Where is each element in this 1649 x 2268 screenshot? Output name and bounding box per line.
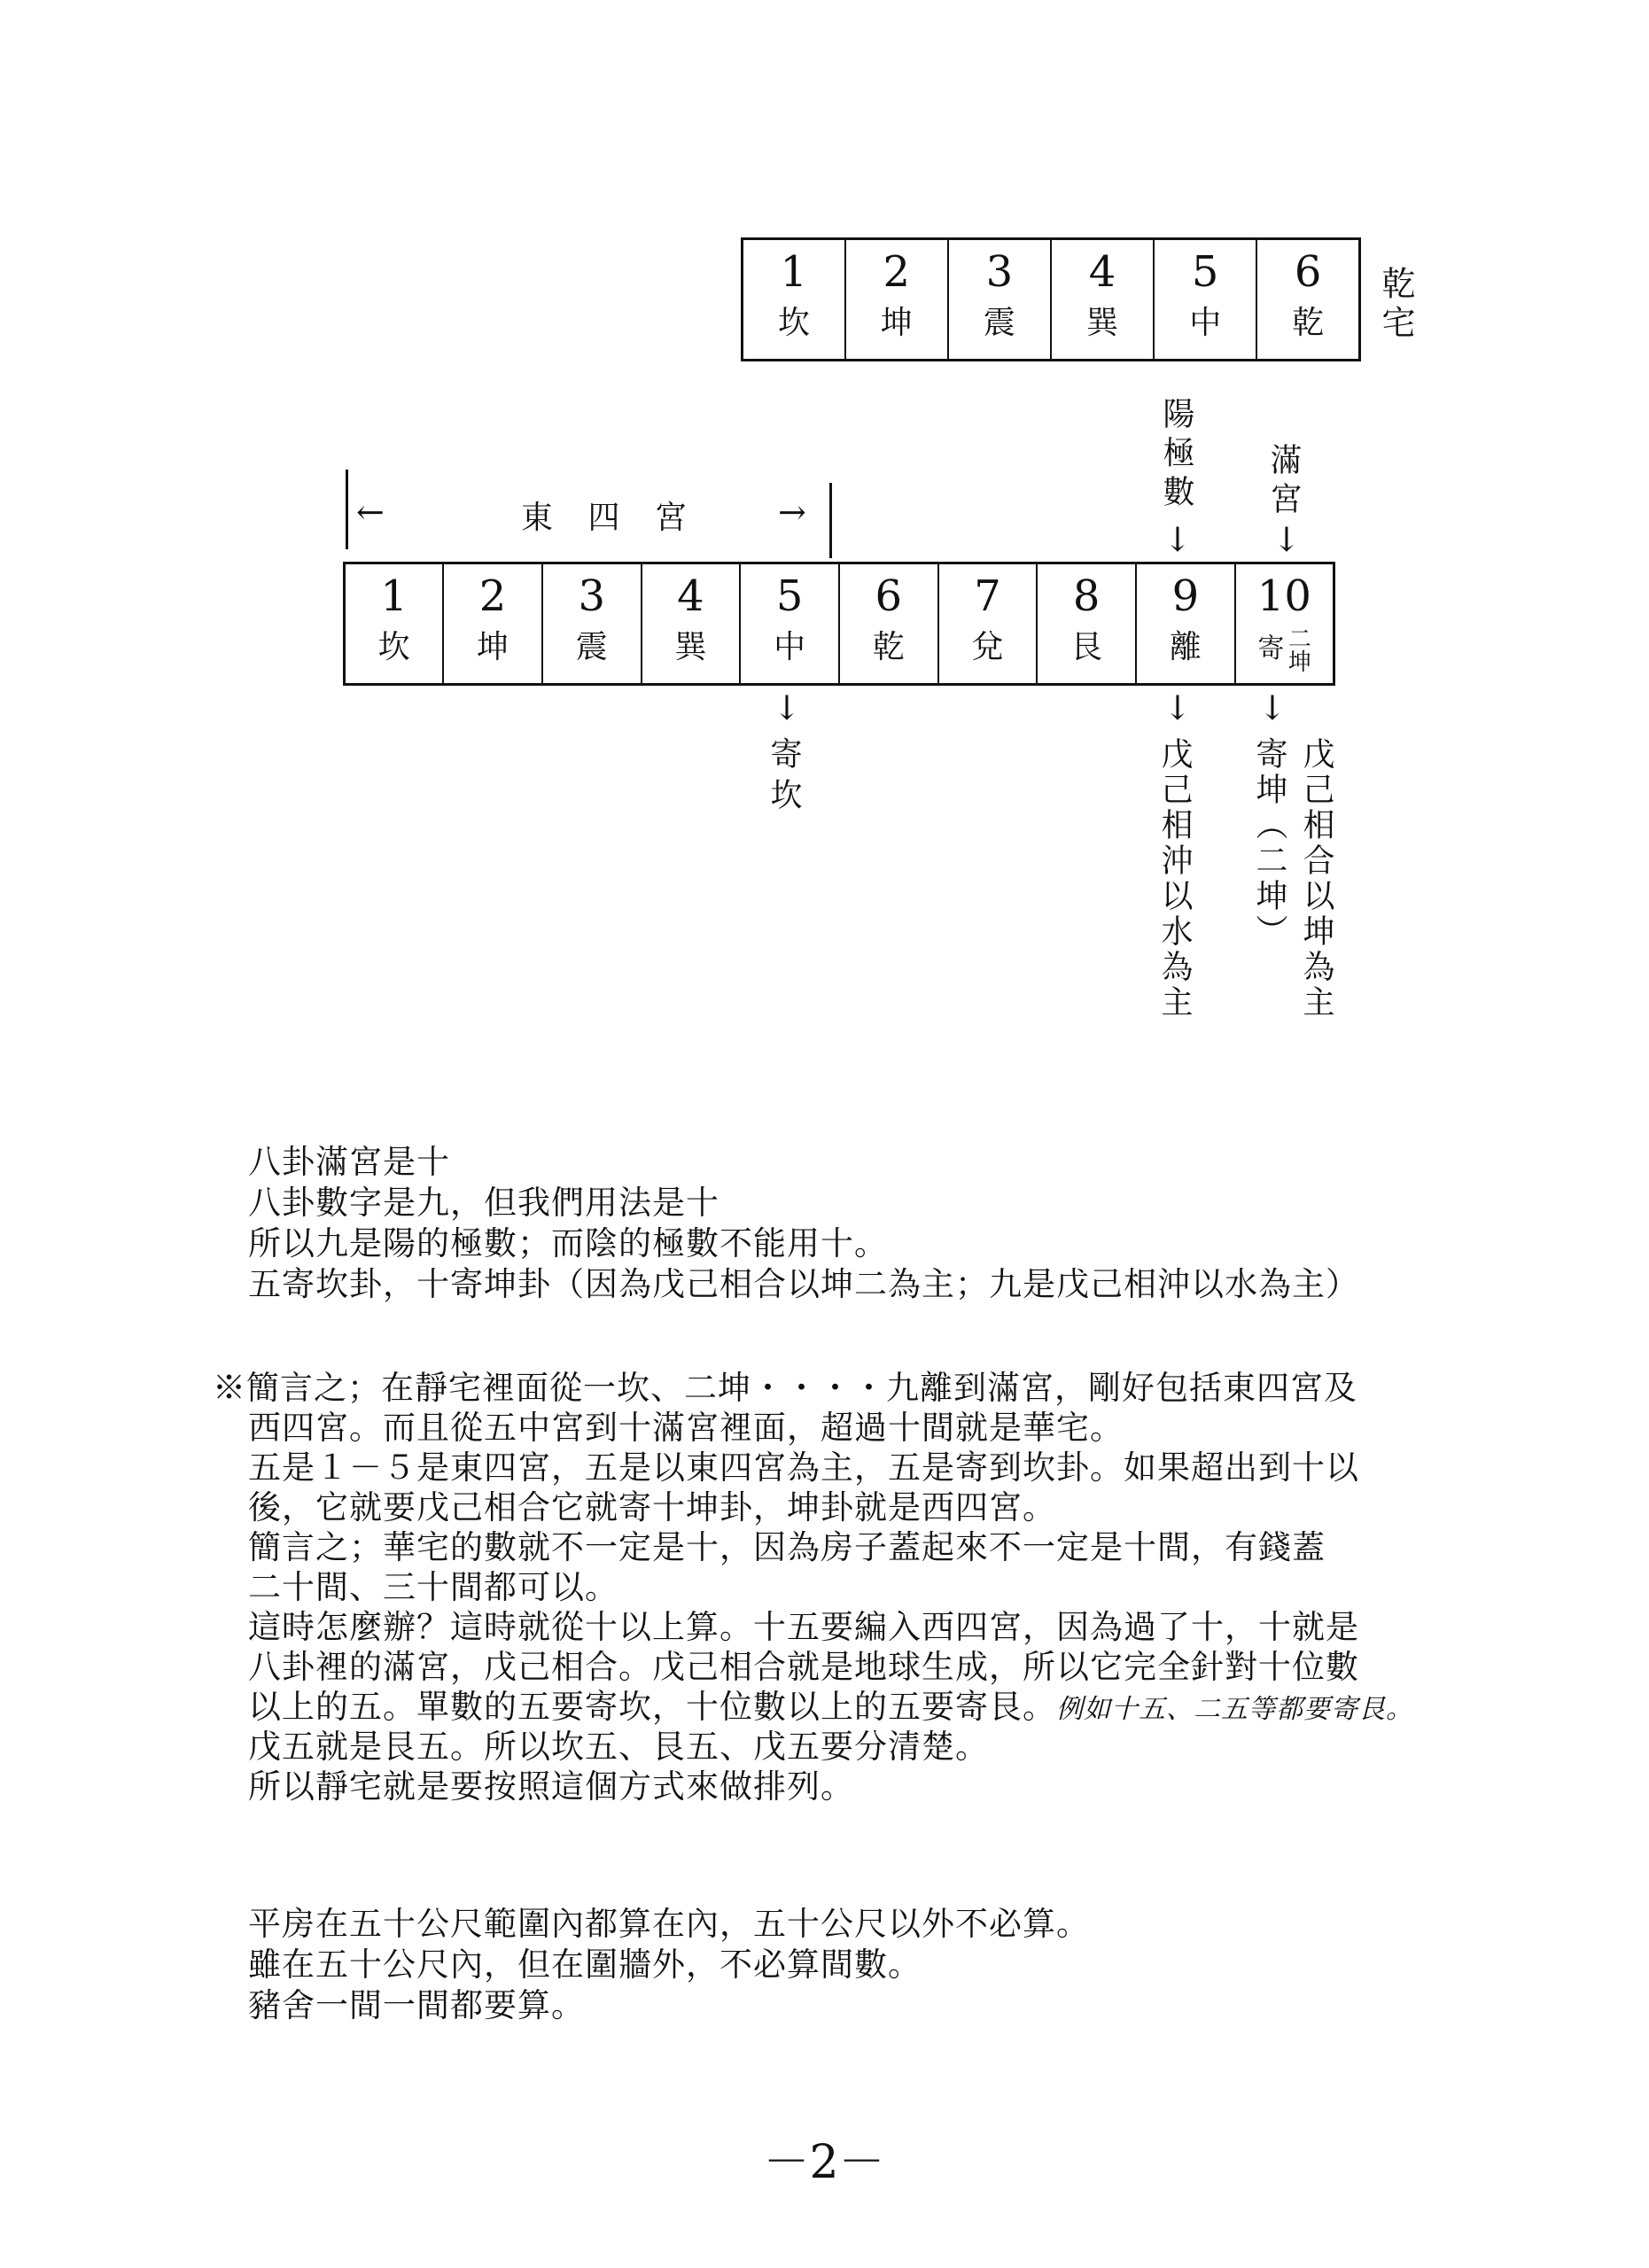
full-palace-label: 滿宮 [1265,443,1302,521]
cell-trigram: 兌 [971,629,1004,665]
down-arrow-icon: ↓ [1163,520,1192,559]
cell-trigram: 坤 [880,305,913,341]
cell-number: 4 [677,571,704,621]
main-cell [938,563,1038,685]
lodge-kun-label: 寄坤（二坤） [1251,737,1287,950]
paragraph-line: 戊五就是艮五。所以坎五、艮五、戊五要分清楚。 [248,1728,989,1766]
wu-ji-clash-label: 戊己相沖以水為主 [1156,737,1193,1021]
qian-cell [948,239,1051,361]
cell-trigram: 震 [575,629,608,665]
main-cell [1037,563,1136,685]
qian-cell [1051,239,1154,361]
paragraph-line: 西四宮。而且從五中宮到十滿宮裡面，超過十間就是華宅。 [248,1409,1124,1447]
cell-number: 2 [478,571,507,621]
main-cell [839,563,938,685]
cell-number: 7 [974,571,1001,621]
cell-number: 10 [1256,571,1311,621]
down-arrow-icon: ↓ [1272,520,1301,559]
cell-trigram: 中 [774,629,806,665]
cell-number: 6 [1294,247,1322,297]
cell-number: 6 [875,571,903,621]
cell-trigram: 艮 [1070,629,1103,665]
down-arrow-icon: ↓ [1258,688,1287,727]
cell-trigram-main: 寄 [1257,633,1285,664]
cell-trigram: 坎 [777,305,810,341]
east-four-left-tick [346,470,348,549]
east-four-right-tick [829,483,832,558]
cell-number: 5 [775,571,804,621]
paragraph-line: ※簡言之；在靜宅裡面從一坎、二坤・・・・九離到滿宮，剛好包括東四宮及 [213,1369,1357,1407]
east-four-left-arrow-icon: ← [356,493,385,532]
paragraph-line: 這時怎麼辦？這時就從十以上算。十五要編入西四宮，因為過了十，十就是 [248,1608,1359,1646]
cell-number: 2 [883,247,910,297]
paragraph-line: 所以九是陽的極數；而陰的極數不能用十。 [248,1224,888,1262]
paragraph-line: 八卦數字是九，但我們用法是十 [248,1184,719,1222]
cell-number: 5 [1191,247,1219,297]
paragraph-line: 後，它就要戊己相合它就寄十坤卦，坤卦就是西四宮。 [248,1488,1056,1526]
cell-number: 1 [380,571,408,621]
page-number: －2－ [763,2136,885,2189]
paragraph-line: 豬舍一間一間都要算。 [248,1986,585,2024]
paragraph-line: 五寄坎卦，十寄坤卦（因為戊己相合以坤二為主；九是戊己相沖以水為主） [248,1265,1359,1303]
qian-table [741,237,1361,361]
main-cell [443,563,542,685]
qian-cell [1256,239,1359,361]
down-arrow-icon: ↓ [1163,688,1192,727]
main-cell [1235,563,1334,685]
down-arrow-icon: ↓ [773,688,801,727]
cell-trigram: 乾 [1292,305,1325,341]
paragraph-line [248,1688,1413,1729]
cell-trigram: 乾 [872,629,905,665]
paragraph-line: 八卦裡的滿宮，戊己相合。戊己相合就是地球生成，所以它完全針對十位數 [248,1648,1359,1686]
main-cell [345,563,444,685]
cell-trigram: 巽 [674,629,707,665]
cell-number: 3 [985,247,1014,297]
cell-trigram: 坤 [477,629,509,665]
main-table [343,562,1335,686]
handwritten-note: 例如十五、二五等都要寄艮。 [1056,1694,1413,1725]
paragraph-line: 平房在五十公尺範圍內都算在內，五十公尺以外不必算。 [248,1905,1090,1943]
qian-cell [743,239,845,361]
wu-ji-combine-label: 戊己相合以坤為主 [1298,737,1334,1021]
cell-trigram: 中 [1189,305,1222,341]
cell-number: 4 [1088,247,1116,297]
cell-trigram [1236,623,1333,674]
paragraph-line: 所以靜宅就是要按照這個方式來做排列。 [248,1767,854,1806]
cell-number: 3 [578,571,605,621]
cell-number: 8 [1072,571,1101,621]
cell-trigram: 震 [983,305,1015,341]
main-cell [740,563,839,685]
paragraph-line: 八卦滿宮是十 [248,1143,450,1181]
main-cell [542,563,642,685]
cell-trigram: 坎 [377,629,410,665]
cell-trigram: 離 [1169,629,1202,665]
paragraph-line: 簡言之；華宅的數就不一定是十，因為房子蓋起來不一定是十間，有錢蓋 [248,1528,1326,1566]
cell-number: 9 [1171,571,1200,621]
east-four-right-arrow-icon: → [778,493,806,532]
qian-cell [845,239,948,361]
paragraph-line: 雖在五十公尺內，但在圍牆外，不必算間數。 [248,1946,922,1984]
qian-house-label: 乾宅 [1376,266,1415,344]
lodge-kan-label: 寄坎 [766,737,802,819]
paragraph-text: 以上的五。單數的五要寄坎，十位數以上的五要寄艮。 [248,1688,1056,1726]
yang-extreme-number-label: 陽極數 [1158,397,1194,514]
cell-trigram: 巽 [1086,305,1119,341]
cell-number: 1 [780,247,808,297]
paragraph-line: 五是１－５是東四宮，五是以東四宮為主，五是寄到坎卦。如果超出到十以 [248,1449,1359,1487]
cell-trigram-sub: 二坤 [1284,626,1311,672]
qian-cell [1154,239,1256,361]
east-four-palaces-label: 東 四 宮 [521,500,699,536]
paragraph-line: 二十間、三十間都可以。 [248,1568,618,1606]
main-cell [1136,563,1235,685]
main-cell [642,563,741,685]
